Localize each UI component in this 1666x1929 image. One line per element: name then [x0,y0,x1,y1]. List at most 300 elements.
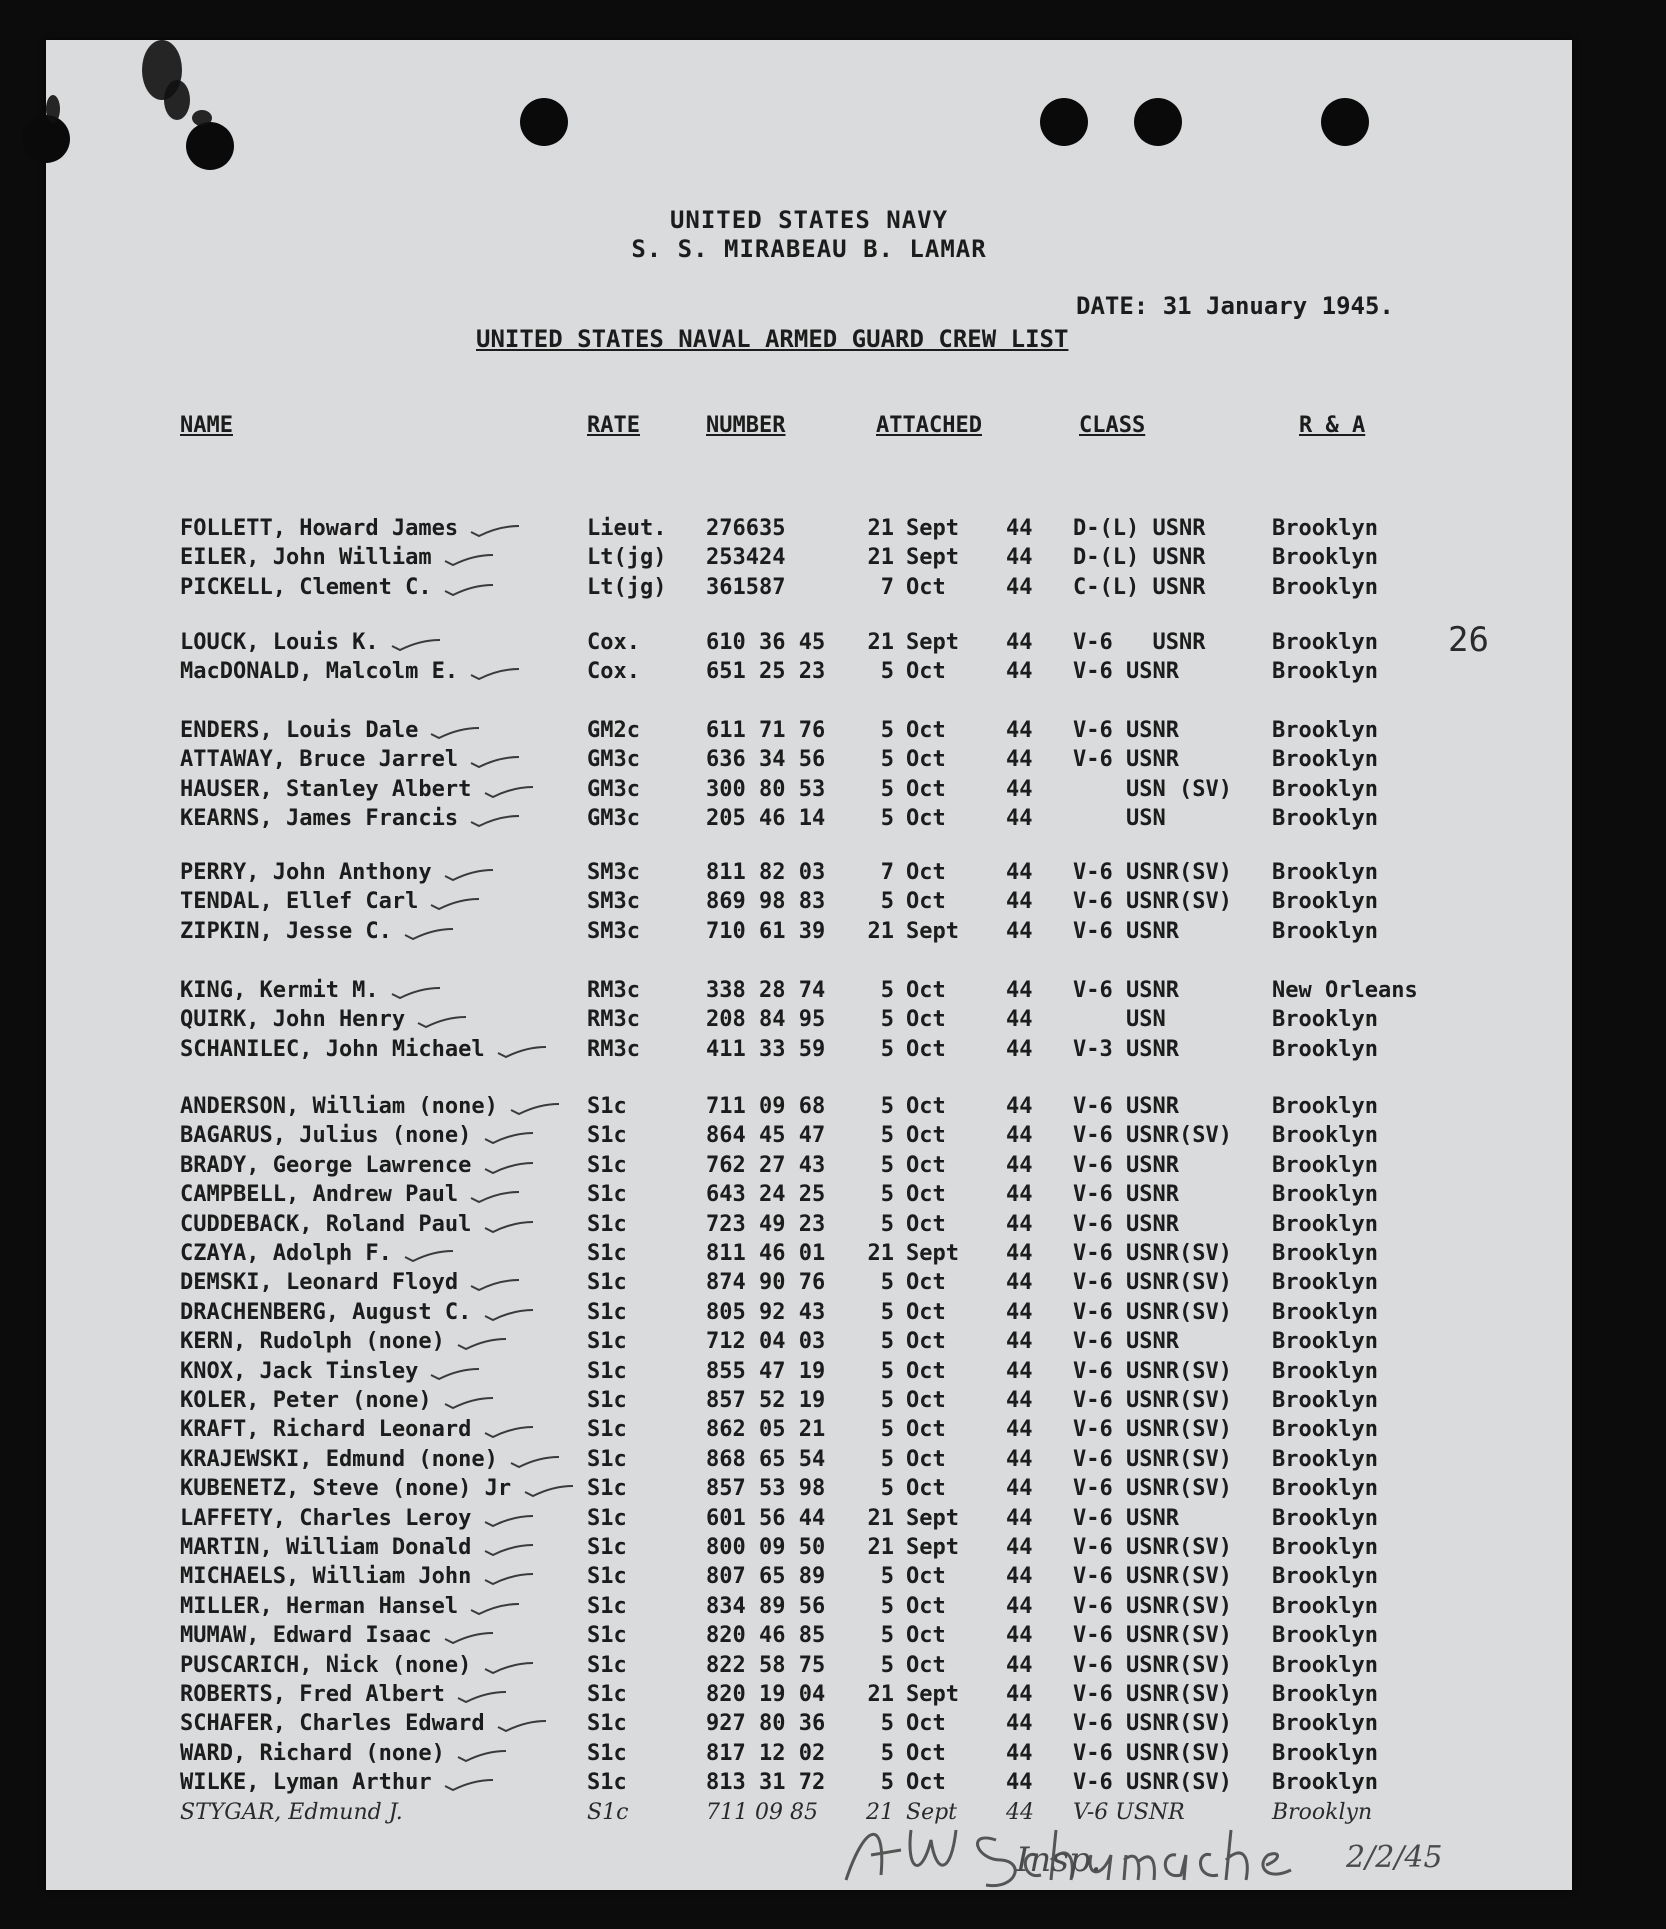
crew-attached-month: Oct [906,1593,946,1619]
crew-ra: Brooklyn [1272,1299,1378,1325]
crew-row [180,978,1560,1008]
crew-attached-day: 5 [880,1007,894,1033]
crew-rate: S1c [587,1682,627,1707]
crew-attached-year: 44 [1006,1799,1034,1825]
crew-attached-month: Oct [906,978,946,1003]
ink-stain [164,80,190,120]
crew-number: 857 52 19 [706,1388,826,1413]
crew-class: D-(L) USNR [1073,545,1206,571]
crew-row [180,1564,1560,1594]
crew-row [180,1182,1560,1212]
column-header-class: CLASS [1079,413,1146,438]
crew-name: SCHAFER, Charles Edward [180,1711,485,1737]
crew-row [180,1037,1560,1067]
crew-attached-day: 21 [867,516,894,541]
crew-ra: Brooklyn [1272,1241,1378,1266]
document-page [46,40,1572,1890]
crew-attached-year: 44 [1006,1036,1033,1062]
crew-number: 208 84 95 [706,1007,826,1033]
crew-attached-day: 5 [880,1388,894,1413]
checkmark-icon [429,1367,481,1383]
crew-name: KNOX, Jack Tinsley [180,1358,419,1384]
crew-attached-day: 5 [880,1593,894,1619]
crew-number: 610 36 45 [706,630,826,655]
checkmark-icon [469,1190,521,1206]
column-header-attached: ATTACHED [876,413,982,438]
crew-attached-month: Oct [906,1211,946,1237]
crew-class: USN [1073,806,1166,832]
checkmark-icon [429,897,481,913]
crew-name: PICKELL, Clement C. [180,574,432,600]
crew-ra: Brooklyn [1272,1329,1378,1355]
crew-rate: SM3c [587,918,640,944]
crew-attached-day: 5 [880,747,894,773]
crew-number: 813 31 72 [706,1770,826,1796]
crew-ra: Brooklyn [1272,574,1378,600]
crew-attached-month: Oct [906,1182,946,1208]
crew-ra: Brooklyn [1272,1270,1378,1296]
crew-attached-month: Sept [906,545,959,571]
crew-name: EILER, John William [180,545,432,571]
crew-class: V-6 USNR [1073,1329,1179,1355]
crew-class: V-6 USNR(SV) [1073,1682,1232,1707]
crew-class: V-6 USNR [1073,1211,1179,1237]
crew-rate: S1c [587,1770,627,1796]
checkmark-icon [443,1778,495,1794]
crew-attached-month: Oct [906,860,946,885]
crew-name: WILKE, Lyman Arthur [180,1770,432,1796]
crew-attached-day: 5 [880,1740,894,1766]
crew-number: 874 90 76 [706,1270,826,1296]
header-ship: S. S. MIRABEAU B. LAMAR [631,235,987,263]
crew-class: V-6 USNR(SV) [1073,1446,1232,1472]
crew-attached-year: 44 [1006,1593,1033,1619]
crew-row [180,1417,1560,1447]
crew-attached-year: 44 [1006,630,1033,655]
crew-attached-month: Oct [906,1770,946,1796]
punch-hole [22,115,70,163]
crew-rate: S1c [587,1535,627,1560]
crew-name: SCHANILEC, John Michael [180,1036,485,1062]
crew-attached-day: 5 [880,1299,894,1325]
checkmark-icon [416,1015,468,1031]
punch-hole [186,122,234,170]
crew-class: V-6 USNR(SV) [1073,1476,1232,1502]
crew-attached-month: Sept [906,516,959,541]
crew-class: V-6 USNR(SV) [1073,1123,1232,1149]
crew-row [180,1594,1560,1624]
crew-rate: S1c [587,1740,627,1766]
crew-rate: S1c [587,1799,629,1825]
crew-number: 805 92 43 [706,1299,826,1325]
crew-class: V-6 USNR(SV) [1073,1652,1232,1678]
crew-attached-day: 5 [880,889,894,915]
ink-stain [192,110,212,126]
crew-class: V-6 USNR [1073,630,1206,655]
crew-rate: S1c [587,1711,627,1737]
checkmark-icon [483,1308,535,1324]
crew-class: V-6 USNR [1073,718,1179,743]
crew-ra: Brooklyn [1272,545,1378,571]
checkmark-icon [496,1045,548,1061]
crew-attached-year: 44 [1006,1152,1033,1178]
crew-ra: Brooklyn [1272,889,1378,915]
crew-row [180,1506,1560,1536]
crew-attached-year: 44 [1006,1182,1033,1208]
crew-number: 651 25 23 [706,659,826,685]
crew-rate: Lt(jg) [587,545,667,571]
checkmark-icon [429,726,481,742]
crew-attached-month: Oct [906,1007,946,1033]
checkmark-icon [483,1543,535,1559]
crew-name: FOLLETT, Howard James [180,516,459,541]
crew-name: KEARNS, James Francis [180,806,459,832]
crew-attached-day: 5 [880,659,894,685]
crew-attached-year: 44 [1006,918,1033,944]
crew-attached-month: Oct [906,1417,946,1443]
crew-class: V-6 USNR(SV) [1073,1711,1232,1737]
crew-row [180,659,1560,689]
crew-attached-day: 21 [867,918,894,944]
crew-rate: S1c [587,1123,627,1149]
crew-rate: S1c [587,1241,627,1266]
crew-attached-day: 5 [880,1182,894,1208]
crew-row [180,545,1560,575]
crew-number: 862 05 21 [706,1417,826,1443]
crew-attached-month: Oct [906,1036,946,1062]
crew-attached-day: 21 [867,1505,894,1531]
punch-hole [1040,98,1088,146]
crew-attached-month: Oct [906,1711,946,1737]
crew-name: LAFFETY, Charles Leroy [180,1505,472,1531]
crew-attached-month: Sept [906,1241,959,1266]
crew-name: CUDDEBACK, Roland Paul [180,1211,472,1237]
crew-number: 820 19 04 [706,1682,826,1707]
crew-class: V-6 USNR(SV) [1073,1241,1232,1266]
crew-attached-day: 5 [880,1564,894,1590]
crew-attached-day: 5 [880,1446,894,1472]
crew-row [180,1153,1560,1183]
checkmark-icon [443,868,495,884]
checkmark-icon [456,1690,508,1706]
crew-number: 864 45 47 [706,1123,826,1149]
checkmark-icon [469,1602,521,1618]
crew-name: BRADY, George Lawrence [180,1152,472,1178]
crew-rate: S1c [587,1299,627,1325]
crew-class: V-6 USNR(SV) [1073,1623,1232,1649]
crew-row [180,1270,1560,1300]
crew-rate: RM3c [587,1036,640,1062]
checkmark-icon [403,927,455,943]
crew-attached-year: 44 [1006,1711,1033,1737]
crew-attached-month: Sept [906,1535,959,1560]
crew-attached-day: 5 [880,1770,894,1796]
checkmark-icon [496,1719,548,1735]
document-date: DATE: 31 January 1945. [1076,292,1394,320]
crew-attached-month: Sept [906,1799,958,1825]
crew-class: V-6 USNR(SV) [1073,860,1232,885]
crew-rate: S1c [587,1182,627,1208]
crew-attached-month: Sept [906,630,959,655]
crew-row [180,1476,1560,1506]
crew-class: V-6 USNR(SV) [1073,1299,1232,1325]
crew-name: MARTIN, William Donald [180,1535,472,1560]
crew-class: V-6 USNR(SV) [1073,1388,1232,1413]
crew-number: 361587 [706,574,786,600]
crew-attached-year: 44 [1006,1417,1033,1443]
crew-number: 723 49 23 [706,1211,826,1237]
checkmark-icon [483,1425,535,1441]
checkmark-icon [483,1161,535,1177]
crew-ra: Brooklyn [1272,1652,1378,1678]
crew-attached-month: Oct [906,747,946,773]
ink-stain [46,95,60,123]
crew-rate: GM3c [587,776,640,802]
crew-attached-day: 21 [867,1535,894,1560]
crew-rate: GM2c [587,718,640,743]
crew-rate: S1c [587,1417,627,1443]
column-header-rate: RATE [587,413,640,438]
crew-attached-year: 44 [1006,1388,1033,1413]
crew-row [180,889,1560,919]
crew-class: V-6 USNR [1073,1799,1185,1825]
crew-class: V-6 USNR(SV) [1073,1535,1232,1560]
crew-attached-year: 44 [1006,978,1033,1003]
crew-ra: Brooklyn [1272,1476,1378,1502]
crew-ra: Brooklyn [1272,1036,1378,1062]
checkmark-icon [456,1749,508,1765]
crew-ra: Brooklyn [1272,806,1378,832]
crew-number: 601 56 44 [706,1505,826,1531]
crew-attached-year: 44 [1006,1682,1033,1707]
crew-name: ANDERSON, William (none) [180,1094,498,1119]
crew-number: 253424 [706,545,786,571]
crew-row [180,1094,1560,1124]
crew-attached-year: 44 [1006,1211,1033,1237]
crew-attached-year: 44 [1006,860,1033,885]
crew-rate: S1c [587,1358,627,1384]
checkmark-icon [523,1484,575,1500]
crew-attached-day: 5 [880,806,894,832]
crew-ra: Brooklyn [1272,1740,1378,1766]
crew-name: KOLER, Peter (none) [180,1388,432,1413]
crew-class: V-6 USNR(SV) [1073,889,1232,915]
crew-attached-month: Sept [906,1682,959,1707]
checkmark-icon [390,638,442,654]
crew-number: 820 46 85 [706,1623,826,1649]
crew-class: V-6 USNR [1073,1505,1179,1531]
checkmark-icon [390,986,442,1002]
crew-row [180,1535,1560,1565]
crew-ra: Brooklyn [1272,1535,1378,1560]
crew-name: CZAYA, Adolph F. [180,1241,392,1266]
crew-attached-year: 44 [1006,1623,1033,1649]
checkmark-icon [403,1249,455,1265]
crew-number: 712 04 03 [706,1329,826,1355]
crew-rate: S1c [587,1270,627,1296]
crew-name: MacDONALD, Malcolm E. [180,659,459,685]
crew-row [180,1623,1560,1653]
crew-ra: Brooklyn [1272,1152,1378,1178]
crew-rate: Cox. [587,659,640,685]
checkmark-icon [509,1455,561,1471]
crew-name: ENDERS, Louis Dale [180,718,419,743]
crew-class: V-6 USNR(SV) [1073,1417,1232,1443]
punch-hole [1321,98,1369,146]
crew-ra: Brooklyn [1272,1770,1378,1796]
crew-number: 811 82 03 [706,860,826,885]
crew-row [180,1711,1560,1741]
crew-number: 338 28 74 [706,978,826,1003]
crew-attached-year: 44 [1006,1652,1033,1678]
crew-ra: Brooklyn [1272,1564,1378,1590]
crew-ra: Brooklyn [1272,1007,1378,1033]
crew-ra: Brooklyn [1272,1358,1378,1384]
checkmark-icon [483,1514,535,1530]
crew-row [180,516,1560,546]
crew-rate: GM3c [587,747,640,773]
crew-row [180,1329,1560,1359]
crew-name: DEMSKI, Leonard Floyd [180,1270,459,1296]
crew-rate: S1c [587,1505,627,1531]
crew-attached-month: Oct [906,1329,946,1355]
crew-attached-year: 44 [1006,1358,1033,1384]
crew-attached-year: 44 [1006,1241,1033,1266]
crew-ra: Brooklyn [1272,1682,1378,1707]
checkmark-icon [443,1631,495,1647]
crew-ra: Brooklyn [1272,1417,1378,1443]
crew-ra: Brooklyn [1272,1593,1378,1619]
crew-rate: S1c [587,1211,627,1237]
crew-attached-year: 44 [1006,806,1033,832]
crew-attached-month: Oct [906,1152,946,1178]
crew-attached-month: Oct [906,1446,946,1472]
crew-row [180,1300,1560,1330]
crew-attached-year: 44 [1006,1123,1033,1149]
crew-attached-month: Oct [906,1476,946,1502]
crew-attached-day: 5 [880,1623,894,1649]
crew-row [180,1359,1560,1389]
crew-attached-year: 44 [1006,1446,1033,1472]
crew-attached-year: 44 [1006,516,1033,541]
crew-class: V-6 USNR(SV) [1073,1740,1232,1766]
crew-attached-day: 5 [880,1329,894,1355]
crew-number: 811 46 01 [706,1241,826,1266]
checkmark-icon [509,1102,561,1118]
crew-name: ZIPKIN, Jesse C. [180,918,392,944]
crew-attached-year: 44 [1006,545,1033,571]
crew-class: V-6 USNR [1073,978,1179,1003]
crew-rate: S1c [587,1564,627,1590]
crew-name: ROBERTS, Fred Albert [180,1682,445,1707]
crew-row [180,1388,1560,1418]
crew-attached-day: 5 [880,1476,894,1502]
crew-rate: S1c [587,1623,627,1649]
crew-class: V-6 USNR [1073,659,1179,685]
crew-name: TENDAL, Ellef Carl [180,889,419,915]
crew-name: STYGAR, Edmund J. [180,1799,403,1825]
crew-ra: Brooklyn [1272,1623,1378,1649]
crew-attached-year: 44 [1006,1007,1033,1033]
crew-attached-year: 44 [1006,1094,1033,1119]
crew-class: V-6 USNR [1073,1094,1179,1119]
crew-class: V-6 USNR(SV) [1073,1770,1232,1796]
crew-number: 855 47 19 [706,1358,826,1384]
crew-attached-day: 5 [880,718,894,743]
crew-name: CAMPBELL, Andrew Paul [180,1182,459,1208]
crew-attached-month: Sept [906,1505,959,1531]
crew-attached-day: 5 [880,1123,894,1149]
crew-attached-month: Oct [906,1623,946,1649]
crew-number: 857 53 98 [706,1476,826,1502]
crew-attached-year: 44 [1006,1535,1033,1560]
crew-class: USN (SV) [1073,776,1232,802]
crew-ra: Brooklyn [1272,860,1378,885]
crew-class: V-6 USNR(SV) [1073,1593,1232,1619]
crew-attached-day: 5 [880,1036,894,1062]
crew-rate: S1c [587,1446,627,1472]
crew-row [180,1212,1560,1242]
crew-attached-day: 5 [880,1358,894,1384]
crew-number: 807 65 89 [706,1564,826,1590]
crew-attached-day: 5 [880,1094,894,1119]
crew-name: DRACHENBERG, August C. [180,1299,472,1325]
crew-name: WARD, Richard (none) [180,1740,445,1766]
list-title: UNITED STATES NAVAL ARMED GUARD CREW LIST [476,325,1069,353]
crew-attached-year: 44 [1006,1740,1033,1766]
crew-row [180,1241,1560,1271]
signature-title: Insp. [1016,1840,1102,1880]
crew-name: PUSCARICH, Nick (none) [180,1652,472,1678]
crew-attached-day: 21 [867,1241,894,1266]
crew-class: USN [1073,1007,1166,1033]
crew-rate: Cox. [587,630,640,655]
crew-attached-month: Oct [906,1564,946,1590]
crew-ra: Brooklyn [1272,747,1378,773]
crew-attached-day: 5 [880,1711,894,1737]
checkmark-icon [483,1220,535,1236]
crew-row [180,1653,1560,1683]
crew-attached-year: 44 [1006,718,1033,743]
crew-number: 643 24 25 [706,1182,826,1208]
punch-hole [520,98,568,146]
crew-class: V-6 USNR(SV) [1073,1270,1232,1296]
crew-row [180,919,1560,949]
crew-attached-year: 44 [1006,574,1033,600]
checkmark-icon [469,667,521,683]
crew-name: KRAJEWSKI, Edmund (none) [180,1446,498,1472]
crew-number: 800 09 50 [706,1535,826,1560]
crew-name: KERN, Rudolph (none) [180,1329,445,1355]
crew-number: 762 27 43 [706,1152,826,1178]
crew-class: V-6 USNR(SV) [1073,1564,1232,1590]
checkmark-icon [469,755,521,771]
crew-attached-month: Oct [906,806,946,832]
crew-attached-year: 44 [1006,1329,1033,1355]
checkmark-icon [483,1572,535,1588]
crew-attached-month: Oct [906,1094,946,1119]
crew-number: 822 58 75 [706,1652,826,1678]
crew-rate: Lt(jg) [587,574,667,600]
crew-class: V-6 USNR [1073,1152,1179,1178]
crew-name: KING, Kermit M. [180,978,379,1003]
crew-ra: Brooklyn [1272,1446,1378,1472]
crew-ra: Brooklyn [1272,630,1378,655]
crew-ra: Brooklyn [1272,1182,1378,1208]
crew-class: C-(L) USNR [1073,574,1206,600]
crew-number: 710 61 39 [706,918,826,944]
crew-ra: Brooklyn [1272,516,1378,541]
